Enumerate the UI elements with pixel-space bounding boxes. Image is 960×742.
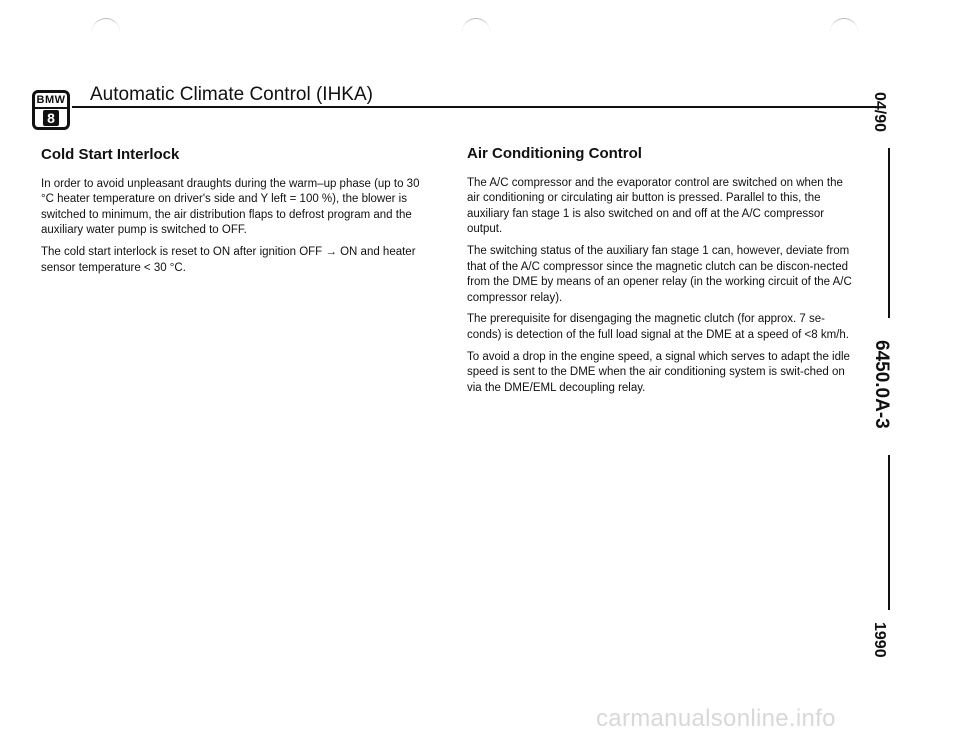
logo-series: 8 <box>43 110 59 126</box>
watermark: carmanualsonline.info <box>596 705 836 732</box>
left-column <box>41 147 431 282</box>
header-rule <box>72 106 877 108</box>
punch-hole-center <box>462 18 490 35</box>
side-year: 1990 <box>871 622 888 658</box>
paragraph: The cold start interlock is reset to ON after ignition OFF → ON and heater sensor temperature < 30 °C. <box>41 245 416 274</box>
side-rule-1 <box>888 148 890 318</box>
paragraph: The prerequisite for disengaging the magnetic clutch (for approx. 7 se-conds) is detection of the full load signal at the DME at a speed of <8 km/h. <box>467 313 849 341</box>
paragraph: The A/C compressor and the evaporator control are switched on when the air conditioning or circulating air button is pressed. Parallel to this, the auxiliary fan stage 1 is also switched on and off at the A/C compressor output. <box>467 176 843 236</box>
bmw-logo <box>32 90 70 130</box>
side-doc-code: 6450.0A-3 <box>871 340 892 429</box>
side-date: 04/90 <box>871 92 888 133</box>
side-rule-2 <box>888 455 890 610</box>
paragraph: The switching status of the auxiliary fan stage 1 can, however, deviate from that of the A/C compressor since the magnetic clutch can be discon-nected from the DME by means of an opener relay (in the working circuit of the A/C compressor relay). <box>467 244 852 304</box>
section-heading-air-conditioning: Air Conditioning Control <box>467 145 642 162</box>
page-title: Automatic Climate Control (IHKA) <box>90 84 373 105</box>
punch-hole-right <box>830 18 858 35</box>
paragraph: In order to avoid unpleasant draughts during the warm–up phase (up to 30 °C heater temperature on driver's side and Y left = 100 %), the blower is switched to minimum, the air distribution flaps to defrost program and the auxiliary water pump is switched to OFF. <box>41 177 420 237</box>
right-column <box>467 146 857 402</box>
logo-brand: BMW <box>35 93 67 109</box>
section-heading-cold-start: Cold Start Interlock <box>41 146 180 163</box>
paragraph: To avoid a drop in the engine speed, a signal which serves to adapt the idle speed is sent to the DME when the air conditioning system is swit-ched on via the DME/EML decoupling relay. <box>467 350 850 394</box>
punch-hole-left <box>92 18 120 35</box>
